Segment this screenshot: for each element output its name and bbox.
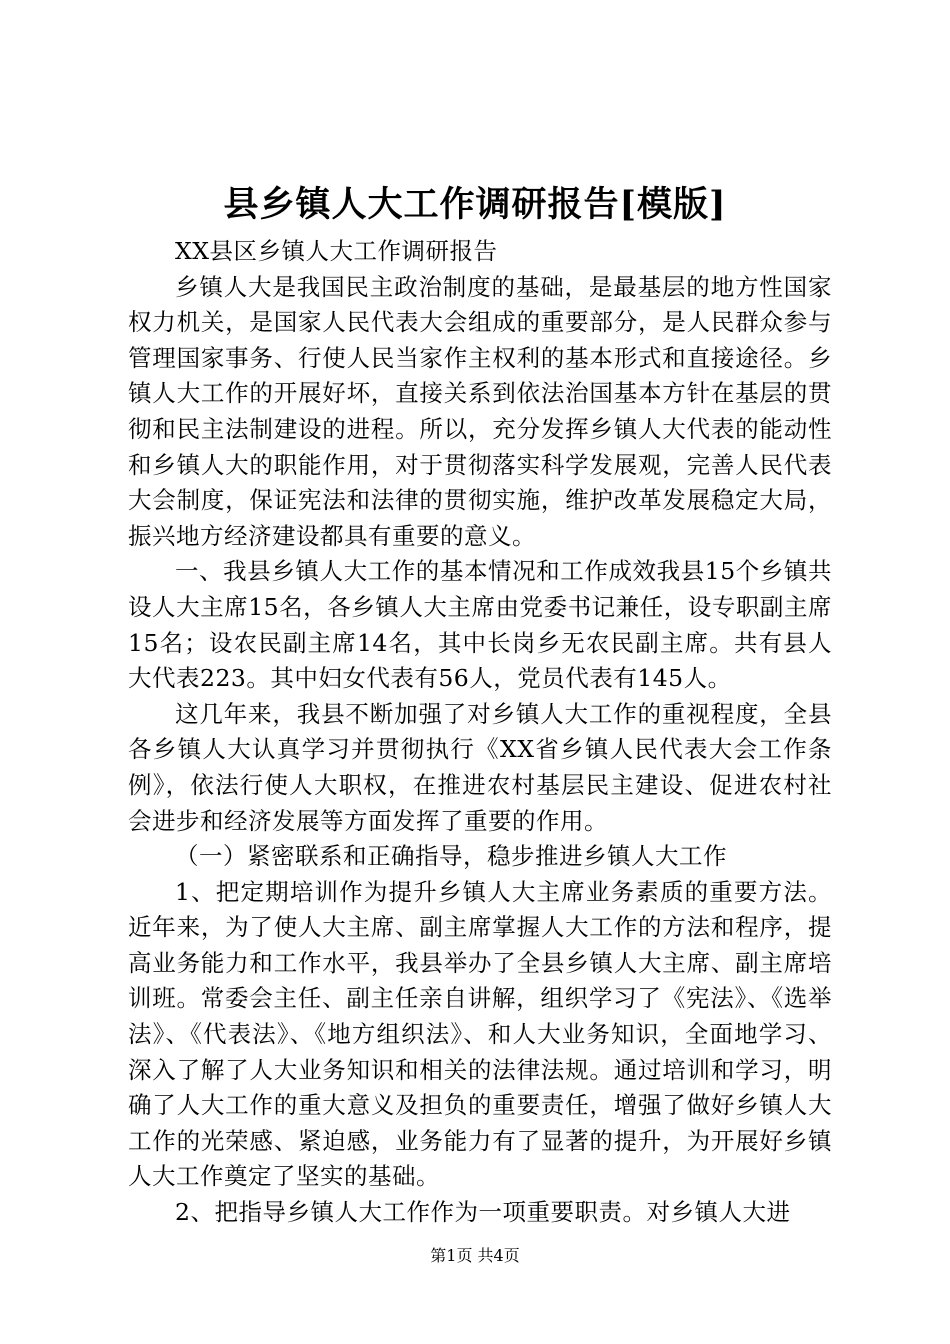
paragraph-intro: 乡镇人大是我国民主政治制度的基础，是最基层的地方性国家权力机关，是国家人民代表大会组成的重要部分，是人民群众参与管理国家事务、行使人民当家作主权利的基本形式和直接途径。乡镇人大工作的开展好坏，直接关系到依法治国基本方针在基层的贯彻和民主法制建设的进程。所以，充分发挥乡镇人大代表的能动性和乡镇人大的职能作用，对于贯彻落实科学发展观，完善人民代表大会制度，保证宪法和法律的贯彻实施，维护改革发展稳定大局，振兴地方经济建设都具有重要的意义。 <box>128 272 832 550</box>
page-footer: 第1页 共4页 <box>430 1246 520 1265</box>
paragraph-item-two: 2、把指导乡镇人大工作作为一项重要职责。对乡镇人大进 <box>175 1198 791 1227</box>
subsection-heading: （一）紧密联系和正确指导，稳步推进乡镇人大工作 <box>175 842 727 871</box>
paragraph-item-one: 1、把定期培训作为提升乡镇人大主席业务素质的重要方法。近年来，为了使人大主席、副主席掌握人大工作的方法和程序，提高业务能力和工作水平，我县举办了全县乡镇人大主席、副主席培训班。常委会主任、副主任亲自讲解，组织学习了《宪法》、《选举法》、《代表法》、《地方组织法》、和人大业务知识，全面地学习、深入了解了人大业务知识和相关的法律法规。通过培训和学习，明确了人大工作的重大意义及担负的重要责任，增强了做好乡镇人大工作的光荣感、紧迫感，业务能力有了显著的提升，为开展好乡镇人大工作奠定了坚实的基础。 <box>128 877 832 1191</box>
paragraph-progress: 这几年来，我县不断加强了对乡镇人大工作的重视程度，全县各乡镇人大认真学习并贯彻执行《XX省乡镇人民代表大会工作条例》，依法行使人大职权，在推进农村基层民主建设、促进农村社会进步和经济发展等方面发挥了重要的作用。 <box>128 699 832 835</box>
document-title: 县乡镇人大工作调研报告[模版] <box>223 184 727 225</box>
paragraph-section-one: 一、我县乡镇人大工作的基本情况和工作成效我县15个乡镇共设人大主席15名，各乡镇人大主席由党委书记兼任，设专职副主席15名；设农民副主席14名，其中长岗乡无农民副主席。共有县人大代表223。其中妇女代表有56人，党员代表有145人。 <box>128 557 832 693</box>
document-subtitle: XX县区乡镇人大工作调研报告 <box>175 237 498 265</box>
document-body <box>128 234 832 1231</box>
